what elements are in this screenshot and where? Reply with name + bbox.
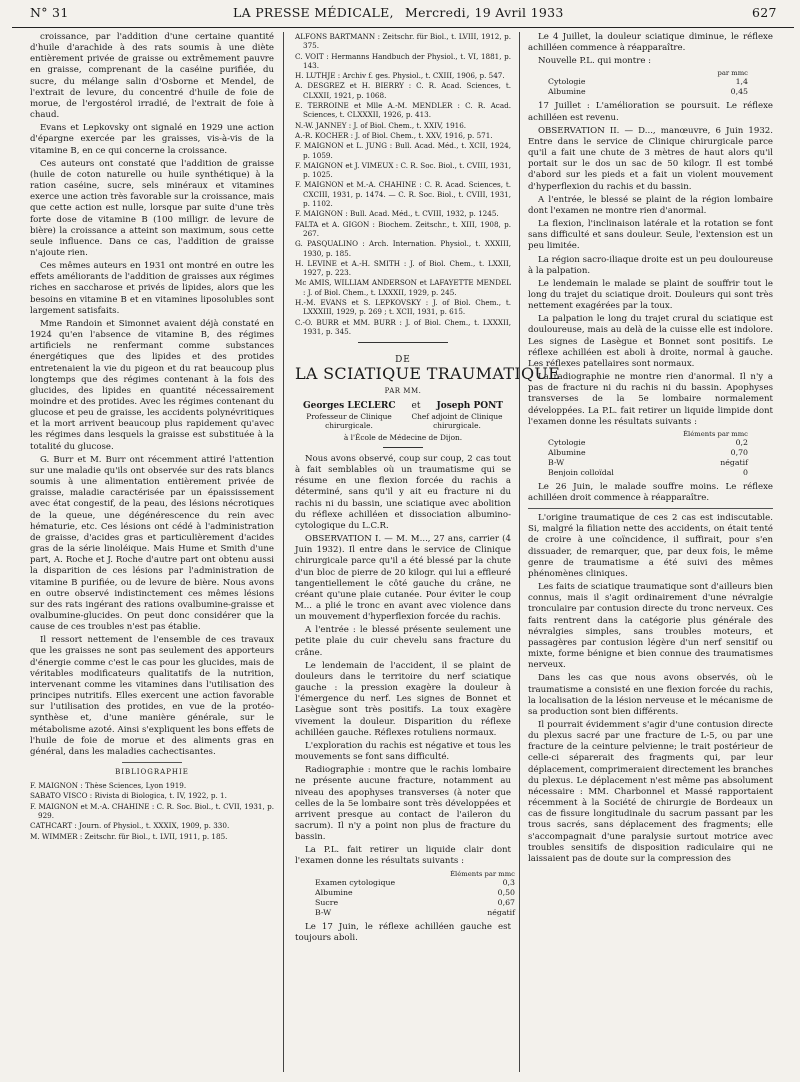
author-leclerc: Georges LECLERC [302, 400, 396, 411]
table-row-label: Albumine [315, 887, 353, 897]
table-row [315, 908, 515, 918]
bibliography-entry: ALFONS BARTMANN : Zeitschr. für Biol., t. LVIII, 1912, p. 375. [295, 32, 511, 51]
paragraph: L'origine traumatique de ces 2 cas est indiscutable. Si, malgré la filiation nette des accidents, on était tenté de croire à une coïncidence, il suffirait, pour s'en dissuader, de remarquer, que, par deux fois, le même genre de traumatisme a été suivi des mêmes phénomènes cliniques. [528, 513, 773, 579]
table-row [548, 468, 748, 478]
paragraph: La P.L. fait retirer un liquide clair dont l'examen donne les résultats suivants : [295, 845, 511, 867]
paragraph: La radiographie ne montre rien d'anormal. Il n'y a pas de fracture ni du rachis ni du bassin. Apophyses transverses de la 5e lombaire normalement développées. La P.L. fait retirer un liquide limpide dont l'examen donne les résultats suivants : [528, 372, 773, 427]
table-row [315, 878, 515, 888]
table-row-value: 0,3 [502, 877, 515, 887]
paragraph: Nous avons observé, coup sur coup, 2 cas tout à fait semblables où un traumatisme qui se résume en une flexion forcée du rachis a déterminé, sans qu'il y ait eu fracture ni du rachis ni du bassin, une sciatique avec abolition du réflexe achilléen et dissociation albumino-cytologique du L.C.R. [295, 453, 511, 531]
paragraph: G. Burr et M. Burr ont récemment attiré l'attention sur une maladie qu'ils ont observée sur des rats blancs soumis à une alimentation entièrement privée de graisse, maladie caractérisée par un épaississement avec état congestif, de la peau, des lésions nécrotiques de la queue, une dégénérescence du rein avec hématurie, etc. Ces lésions ont cédé à l'administration de graisse, d'acides gras et particulièrement d'acides gras de la série linoléique. Mais Hume et Smith d'une part, A. Roche et J. Roche d'autre part ont obtenu aussi la disparition de ces lésions par l'administration de vitamine B purifiée, ou de levure de bière. Nous avons en outre observé indistinctement ces mêmes lésions sur des rats ingérant des rations ovalbumine-graisse et ovalbumine-glucides. On peut donc considérer que la cause de ces troubles n'est pas établie. [30, 454, 274, 633]
paragraph: Le 17 Juin, le réflexe achilléen gauche est toujours aboli. [295, 921, 511, 943]
table-row-label: Albumine [548, 87, 586, 97]
paragraph: Il pourrait évidemment s'agir d'une contusion directe du plexus sacré par une fracture de L-5, ou par une fracture de la ceinture pelvienne; le trait postérieur de celle-ci séparerait des fragments qui, par leur déplacement, comprimeraient directement les branches du plexus. Le déplacement n'est même pas absolument nécessaire : MM. Charbonnel et Massé rapportaient récemment à la Société de chirurgie de Bordeaux un cas de fissure longitudinale du sacrum passant par les trous sacrés, sans déplacement des fragments; elle s'accompagnait d'une paralysie surtout motrice avec troubles sensitifs de disposition radiculaire qui ne laissaient pas de doute sur la compression des [528, 719, 773, 864]
paragraph: A l'entrée : le blessé présente seulement une petite plaie du cuir chevelu sans fracture du crâne. [295, 625, 511, 658]
paragraph: OBSERVATION I. — M. M..., 27 ans, carrier (4 Juin 1932). Il entre dans le service de Clinique chirurgicale parce qu'il a été blessé par la chute d'un bloc de pierre de 20 kilogr. qui lui a effleuré tangentiellement le côté gauche du crâne, ne créant qu'une plaie cutanée. Pour éviter le coup M... a plié le tronc en avant avec violence dans un mouvement d'hyperflexion forcée du rachis. [295, 534, 511, 623]
paragraph: croissance, par l'addition d'une certaine quantité d'huile d'arachide à des rats soumis à une diète entièrement privée de graisse ou extrêmement pauvre en graisse, comprenant de la caséine purifiée, du sucre, du mélange salin d'Osborne et Mendel, de l'extrait de levure, du concentré d'huile de foie de morue, de l'ergostérol irradié, de l'extrait de foie à chaud. [30, 32, 274, 121]
bibliography-entry: H.-M. EVANS et S. LEPKOVSKY : J. of Biol. Chem., t. LXXXIII, 1929, p. 269 ; t. XCII, 1931, p. 615. [295, 298, 511, 317]
bibliography-entry: F. MAIGNON et L. JUNG : Bull. Acad. Méd., t. XCII, 1924, p. 1059. [295, 141, 511, 160]
table-row [548, 77, 748, 87]
paragraph: Nouvelle P.L. qui montre : [538, 56, 652, 67]
table-row [548, 458, 748, 468]
column-divider [519, 32, 520, 1072]
section-divider [528, 508, 773, 509]
table-row-label: Cytologie [548, 437, 586, 447]
author-pont: Joseph PONT [436, 400, 503, 411]
paragraph: La flexion, l'inclinaison latérale et la rotation se font sans difficulté et sans douleur. Seule, l'extension est un peu limitée. [528, 219, 773, 252]
paragraph: Radiographie : montre que le rachis lombaire ne présente aucune fracture, notamment au niveau des apophyses transverses (à noter que celles de la 5e lombaire sont très développées et arrivent presque au contact de l'aileron du sacrum). Il n'y a point non plus de fracture du bassin. [295, 765, 511, 843]
school-affiliation: à l'École de Médecine de Dijon. [343, 432, 463, 442]
paragraph: Le 4 Juillet, la douleur sciatique diminue, le réflexe achilléen commence à réapparaître. [528, 32, 773, 54]
table-row-value: 0,50 [497, 887, 515, 897]
page-number: 627 [752, 5, 777, 20]
byline-par: PAR MM. [384, 386, 422, 395]
paragraph: Le lendemain de l'accident, il se plaint de douleurs dans le territoire du nerf sciatique gauche : la pression exagère la douleur à l'émergence du nerf. Les signes de Bonnet et Lasègue sont très positifs. La toux exagère vivement la douleur. Disparition du réflexe achilléen gauche. Réflexes rotuliens normaux. [295, 660, 511, 738]
header-rule [12, 27, 794, 28]
table-row-value: 0,2 [735, 437, 748, 447]
section-divider [122, 762, 182, 763]
bibliography-entry: F. MAIGNON et M.-A. CHAHINE : C. R. Soc. Biol., t. CVII, 1931, p. 929. [30, 801, 274, 821]
bibliography-entry: E. TERROINE et Mlle A.-M. MENDLER : C. R. Acad. Sciences, t. CLXXXII, 1926, p. 413. [295, 101, 511, 120]
table-header: Éléments par mmc [683, 429, 748, 438]
csf-results-table-1 [315, 869, 515, 918]
paragraph: La palpation le long du trajet crural du sciatique est douloureuse, mais au delà de la cuisse elle est indolore. Les signes de Lasègue et Bonnet sont positifs. Le réflexe achilléen est aboli à droite, normal à gauche. Les réflexes patellaires sont normaux. [528, 314, 773, 369]
bibliography-entry: F. MAIGNON et M.-A. CHAHINE : C. R. Acad. Sciences, t. CXCIII, 1931, p. 1474. — C. R. Soc. Biol., t. CVIII, 1931, p. 1102. [295, 180, 511, 209]
table-row-label: B-W [315, 907, 332, 917]
table-row-value: négatif [487, 907, 515, 917]
bibliography-entry: FALTA et A. GIGON : Biochem. Zeitschr., t. XIII, 1908, p. 267. [295, 219, 511, 238]
table-row [548, 87, 748, 97]
authors [295, 401, 511, 412]
author-roles [295, 412, 511, 430]
paragraph: Ces auteurs ont constaté que l'addition de graisse (huile de coton naturelle ou huile synthétique) à la ration caséine, sucre, sels minéraux et vitamines exerce une action très favorable sur la croissance, mais que cette action est nulle, lorsque par suite d'une très forte dose de vitamine B (100 milligr. de levure de bière) la croissance a atteint son maximum, sous cette seule influence. Dans ce cas, l'addition de graisse n'ajoute rien. [30, 158, 274, 258]
bibliography-entry: N.-W. JANNEY : J. of Biol. Chem., t. XXIV, 1916. [295, 120, 467, 130]
paragraph: Le lendemain le malade se plaint de souffrir tout le long du trajet du sciatique droit. Douleurs qui sont très nettement exagérées par la toux. [528, 278, 773, 312]
paragraph: Il ressort nettement de l'ensemble de ces travaux que les graisses ne sont pas seulement des apporteurs d'énergie comme c'est le cas pour les glucides, mais de véritables modificateurs qualitatifs de la nutrition, intervenant comme les vitamines dans l'utilisation des principes nutritifs. Elles exercent une action favorable sur l'utilisation des protides, en vue de la protéo-synthèse et, d'une manière générale, sur le métabolisme azoté. Ainsi s'expliquent les bons effets de l'huile de foie de morue et des aliments gras en général, dans les maladies cachectisantes. [30, 635, 274, 757]
paragraph: Ces mêmes auteurs en 1931 ont montré en outre les effets améliorants de l'addition de graisses aux régimes riches en saccharose et privés de lipides, alors que les besoins en vitamine B et en vitamines liposolubles sont largement satisfaits. [30, 261, 274, 316]
bibliography-entry: C. VOIT : Hermanns Handbuch der Physiol., t. VI, 1881, p. 143. [295, 51, 511, 70]
column-2 [295, 32, 561, 1077]
table-row [315, 898, 515, 908]
paragraph: Les faits de sciatique traumatique sont d'ailleurs bien connus, mais il s'agit ordinairement d'une névralgie tronculaire par contusion directe du tronc nerveux. Ces faits rentrent dans la catégorie plus générale des névralgies simples, sans troubles moteurs, et passagères par contusion légère d'un nerf sensitif ou mixte, forme bénigne et bien connue des traumatismes nerveux. [528, 582, 773, 671]
paragraph: 17 Juillet : L'amélioration se poursuit. Le réflexe achilléen est revenu. [528, 101, 773, 123]
article-title: LA SCIATIQUE TRAUMATIQUE [295, 364, 561, 384]
issue-date: Mercredi, 19 Avril 1933 [405, 5, 564, 20]
paragraph: Evans et Lepkovsky ont signalé en 1929 une action d'épargne exercée par les graisses, vis-à-vis de la vitamine B, en ce qui concerne la croissance. [30, 123, 274, 156]
bibliography-entry: F. MAIGNON : Thèse Sciences, Lyon 1919. [30, 781, 187, 791]
table-row [548, 438, 748, 448]
bibliography-entry: C.-O. BURR et MM. BURR : J. of Biol. Chem., t. LXXXII, 1931, p. 345. [295, 317, 511, 336]
table-row-value: 0 [743, 467, 748, 477]
csf-results-table-2 [548, 69, 773, 97]
table-row-value: 0,45 [730, 87, 748, 97]
author-conjunction: et [411, 400, 421, 411]
bibliography-entry: M. WIMMER : Zeitschr. für Biol., t. LVII, 1911, p. 185. [30, 831, 228, 841]
csf-results-table-3 [548, 430, 773, 478]
table-row-value: 0,67 [497, 897, 515, 907]
bibliography-entry: A. DESGREZ et H. BIERRY : C. R. Acad. Sciences, t. CLXXII, 1921, p. 1068. [295, 81, 511, 100]
table-header: par mmc [717, 69, 748, 78]
table-row-label: Cytologie [548, 77, 586, 87]
table-row-value: 0,70 [730, 447, 748, 457]
table-row-label: Examen cytologique [315, 877, 396, 887]
column-divider [283, 32, 284, 1072]
bibliography-entry: CATHCART : Journ. of Physiol., t. XXXIX, 1909, p. 330. [30, 821, 230, 831]
bibliography-entry: Mc AMIS, WILLIAM ANDERSON et LAFAYETTE MENDEL : J. of Biol. Chem., t. LXXXII, 1929, p. 245. [295, 278, 511, 297]
issue-number: N° 31 [30, 5, 69, 20]
article-divider [358, 342, 448, 343]
table-row [315, 888, 515, 898]
paragraph: Dans les cas que nous avons observés, où le traumatisme a consisté en une flexion forcée du rachis, la localisation de la lésion nerveuse et le mécanisme de sa production sont bien différents. [528, 673, 773, 717]
table-row-label: Benjoin colloïdal [548, 467, 614, 477]
paragraph: A l'entrée, le blessé se plaint de la région lombaire dont l'examen ne montre rien d'anormal. [528, 194, 773, 216]
journal-name: LA PRESSE MÉDICALE, [233, 5, 394, 20]
bibliography-entry: A.-R. KOCHER : J. of Biol. Chem., t. XXV, 1916, p. 571. [295, 130, 493, 140]
paragraph: La région sacro-iliaque droite est un peu douloureuse à la palpation. [528, 254, 773, 276]
bibliography-entry: F. MAIGNON et J. VIMEUX : C. R. Soc. Biol., t. CVIII, 1931, p. 1025. [295, 160, 511, 180]
table-row-label: Sucre [315, 897, 339, 907]
page-header [0, 0, 800, 26]
paragraph: Le 26 Juin, le malade souffre moins. Le réflexe achilléen droit commence à réapparaître. [528, 481, 773, 503]
paragraph: Mme Randoin et Simonnet avaient déjà constaté en 1924 qu'en l'absence de vitamine B, des régimes artificiels ne renfermant comme substances énergétiques que des lipides et des protides entretenaient la vie du pigeon et du rat beaucoup plus longtemps que des régimes contenant à la fois des glucides, des lipides en quantité nécessairement moindre et des protides. Avec les régimes contenant du glucose et peu de graisse, les accidents polynévritiques et la mort arrivent beaucoup plus rapidement qu'avec les régimes dans lesquels la graisse est substituée à la totalité du glucose. [30, 318, 274, 452]
table-row [548, 448, 748, 458]
paragraph: L'exploration du rachis est négative et tous les mouvements se font sans difficulté. [295, 740, 511, 763]
table-header: Éléments par mmc [450, 869, 515, 878]
table-row-value: 1,4 [735, 77, 748, 87]
role-leclerc: Professeur de Clinique chirurgicale. [306, 411, 392, 430]
column-3 [528, 32, 773, 1077]
bibliography-title: BIBLIOGRAPHIE [115, 768, 189, 776]
bibliography-entry: H. LEVINE et A.-H. SMITH : J. of Biol. Chem., t. LXXII, 1927, p. 223. [295, 258, 511, 278]
role-pont: Chef adjoint de Clinique chirurgicale. [411, 411, 503, 430]
table-row-value: négatif [720, 457, 748, 467]
byline-rule [383, 447, 423, 448]
table-row-label: B-W [548, 457, 565, 467]
bibliography-entry: H. LUTHJE : Archiv f. ges. Physiol., t. CXIII, 1906, p. 547. [295, 71, 505, 81]
bibliography-entry: SABATO VISCO : Rivista di Biologica, t. IV, 1922, p. 1. [30, 791, 227, 801]
column-1 [30, 32, 274, 1077]
table-row-label: Albumine [548, 447, 586, 457]
bibliography-entry: F. MAIGNON : Bull. Acad. Méd., t. CVIII, 1932, p. 1245. [295, 209, 499, 219]
paragraph: OBSERVATION II. — D..., manœuvre, 6 Juin 1932. Entre dans le service de Clinique chirurgicale parce qu'il a fait une chute de 3 mètres de haut alors qu'il portait sur le dos un sac de 50 kilogr. Il est tombé d'abord sur les pieds et a fait un violent mouvement d'hyperflexion du rachis et du bassin. [528, 125, 773, 192]
bibliography-entry: G. PASQUALINO : Arch. Internation. Physiol., t. XXXIII, 1930, p. 185. [295, 239, 511, 258]
article-prefix: DE [395, 355, 411, 366]
